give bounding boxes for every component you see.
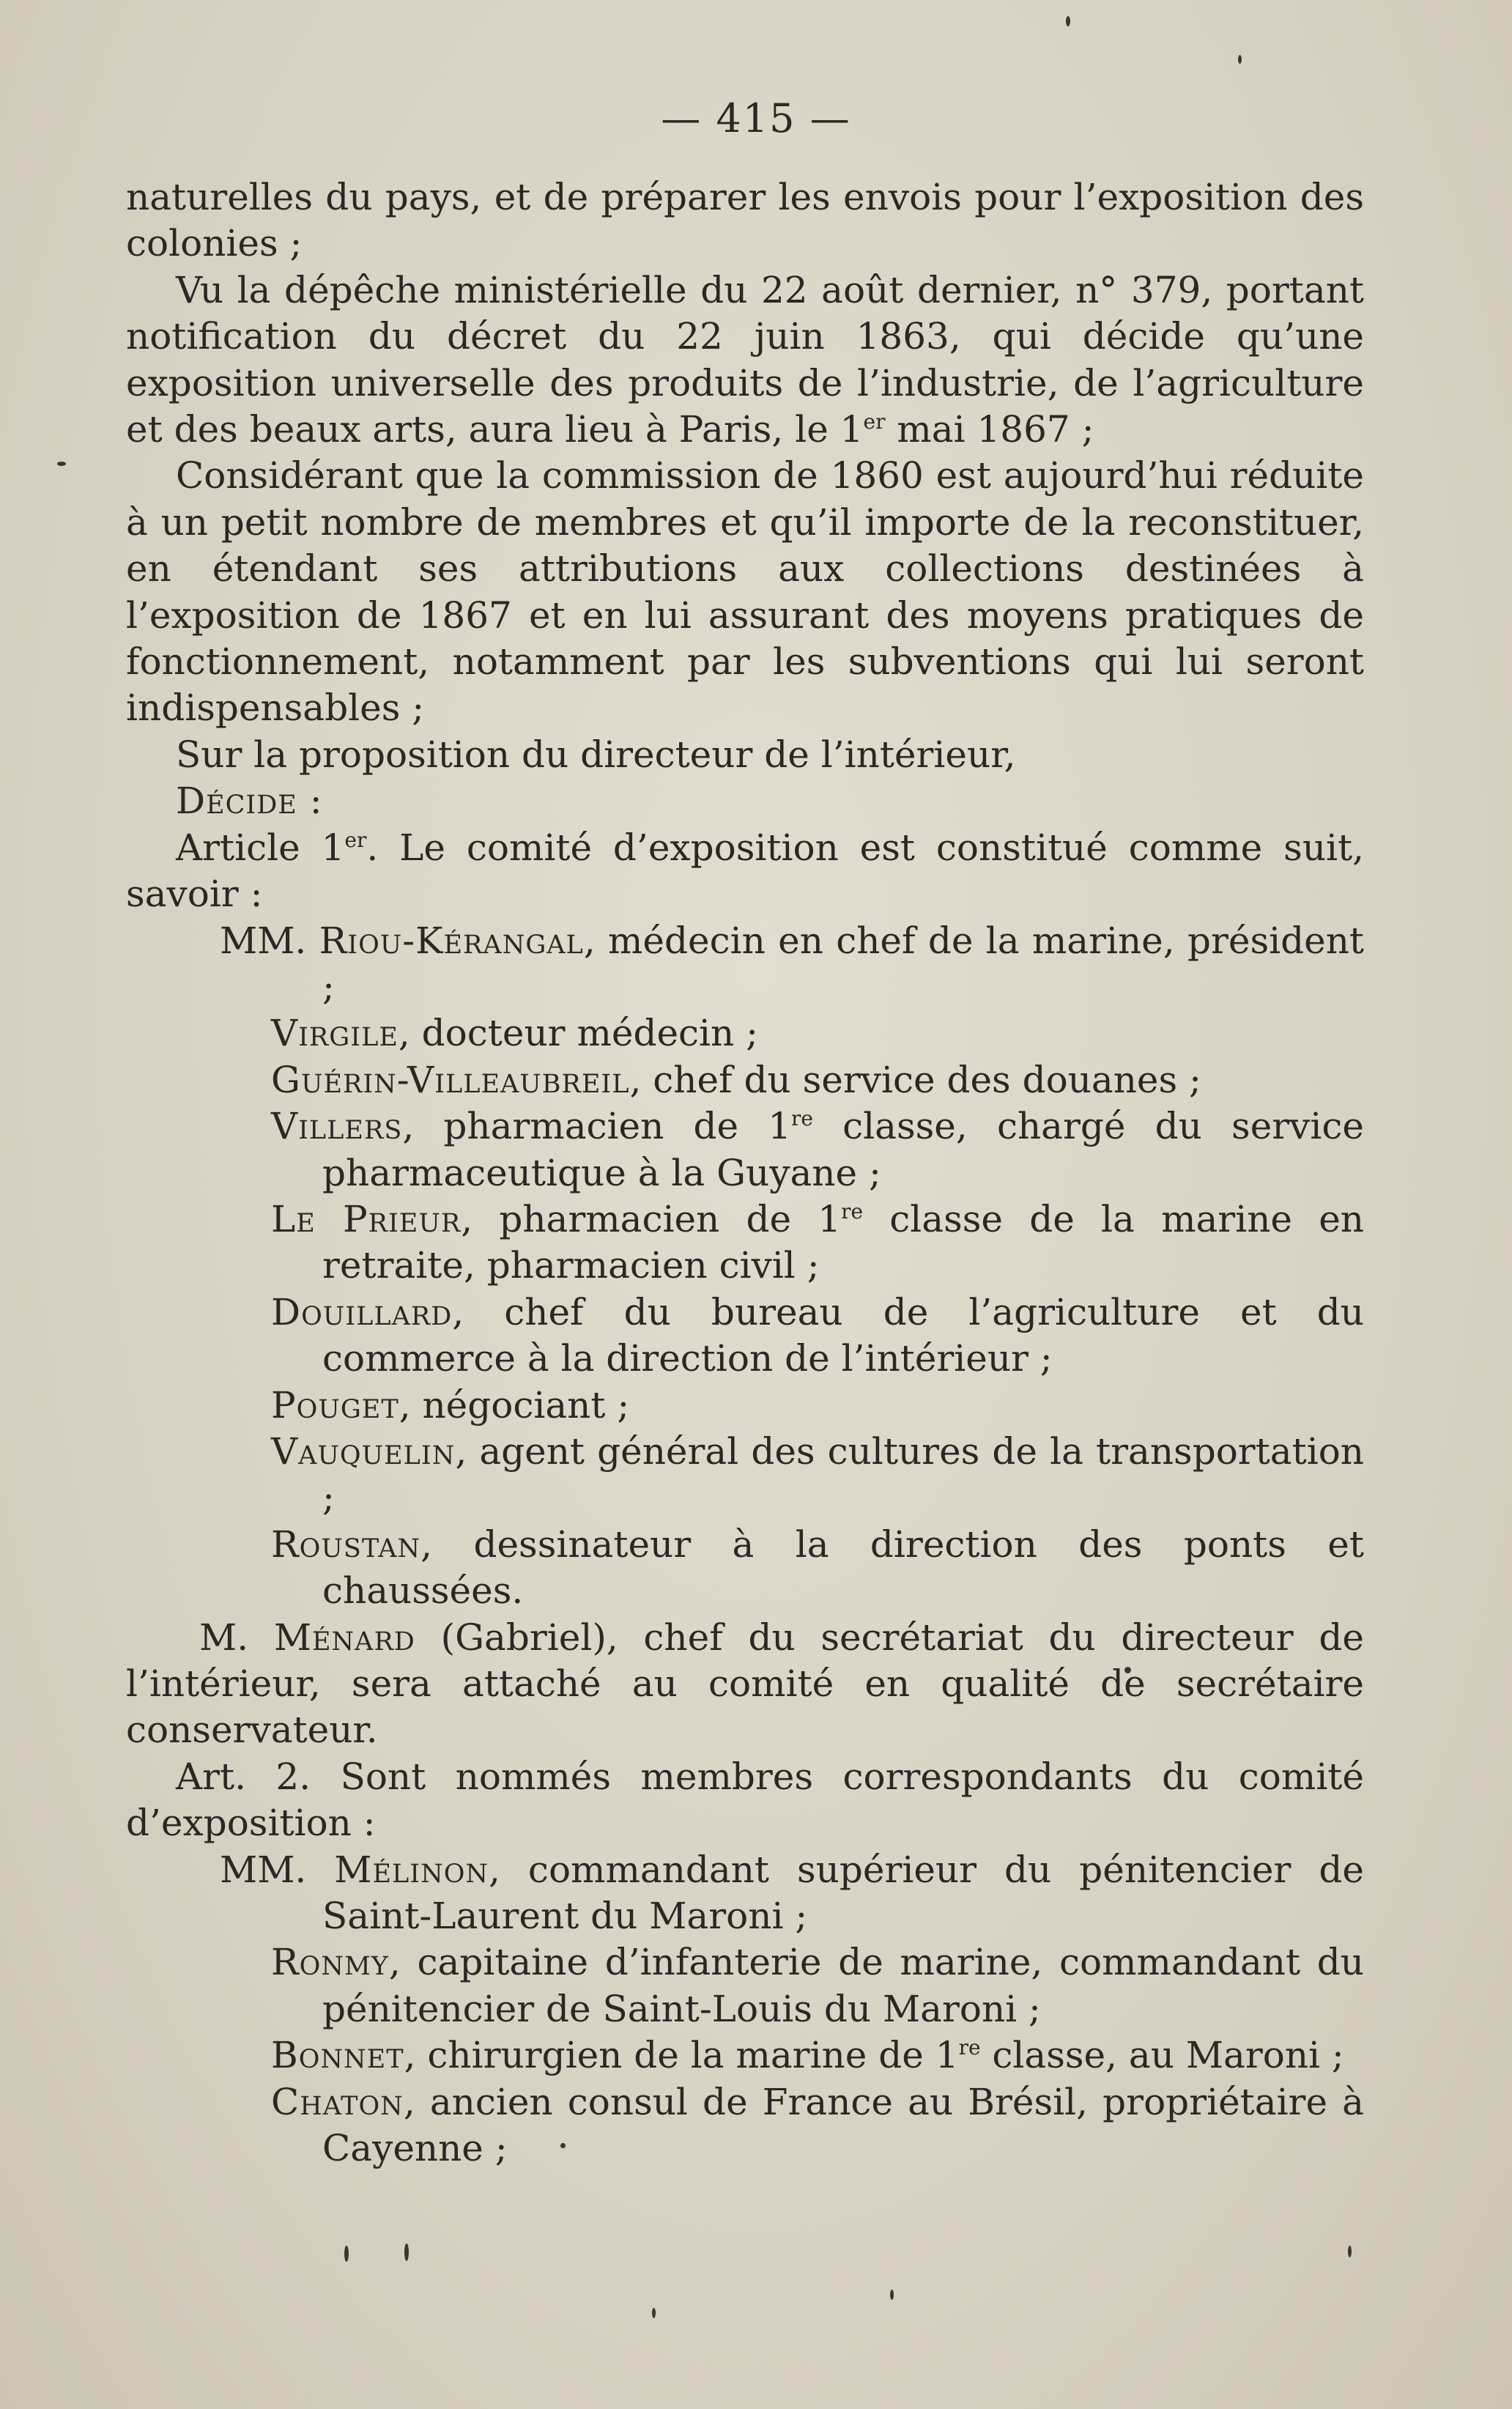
paragraph-decide: Décide : [176,780,323,823]
speck [1066,16,1070,26]
list-item [126,1196,1364,1289]
member-name: Bonnet [271,2034,404,2077]
member-name: Ménard [273,1616,415,1659]
superscript: er [863,410,886,434]
member-prefix: MM. [220,919,319,962]
member-description: , dessinateur à la direction des ponts et chaussées. [322,1522,1364,1613]
list-item [126,1939,1364,2032]
list-item [126,1057,1364,1103]
member-name: Guérin-Villeaubreil [271,1058,630,1101]
paragraph-considerant: Considérant que la commission de 1860 est aujourd’hui réduite à un petit nombre de membres et qu’il importe de la reconstituer, en étendant ses attributions aux collections destinées à l’exposition de 1867 et en lui assurant des moyens pratiques de fonctionnement, notamment par les subventions qui lui seront indispensables ; [126,454,1364,730]
member-name: Villers [271,1105,403,1148]
member-description: classe, au Maroni ; [980,2034,1344,2077]
list-item [126,1847,1364,1940]
member-description: , docteur médecin ; [398,1012,758,1055]
list-item [126,1383,1364,1429]
list-item [126,1522,1364,1615]
member-description: classe, chargé du service pharmaceutique à la Guyane ; [322,1105,1364,1194]
member-description: , chef du bureau de l’agriculture et du commerce à la direction de l’intérieur ; [322,1290,1364,1380]
member-description: , ancien consul de France au Brésil, propriétaire à Cayenne ; [322,2080,1364,2170]
text-fragment: Vu la dépêche ministérielle du 22 août dernier, n° 379, portant notification du décret du 22 juin 1863, qui décide qu’une exposition universelle des produits de l’industrie, de l’agriculture et des beaux arts, aura lieu à Paris, le 1 [126,268,1364,451]
superscript: re [791,1106,814,1131]
speck [1238,55,1242,64]
member-description: , chirurgien de la marine de 1 [404,2034,959,2077]
list-item [126,1010,1364,1057]
committee-list [126,918,1364,1615]
member-description: , médecin en chef de la marine, président ; [322,919,1364,1008]
member-name: Roustan [271,1522,421,1566]
member-name: Virgile [271,1012,399,1055]
paragraph-secretary [126,1615,1364,1754]
paragraph-article-1 [126,825,1364,918]
member-description: (Gabriel), chef du secrétariat du directeur de l’intérieur, sera attaché au comité en qualité de secrétaire conservateur. [126,1616,1365,1752]
text-fragment: Article 1 [176,826,345,869]
speck [344,2246,349,2262]
member-description: , agent général des cultures de la transportation ; [322,1429,1364,1520]
page-body [126,174,1364,2172]
page-number: — 415 — [661,95,851,141]
superscript: er [344,827,367,852]
speck [57,462,66,466]
paragraph-proposition: Sur la proposition du directeur de l’intérieur, [176,733,1016,776]
correspondents-list [126,1847,1364,2172]
member-prefix: M. [199,1616,274,1659]
superscript: re [841,1199,864,1224]
list-item [126,1429,1364,1522]
member-description: , capitaine d’infanterie de marine, commandant du pénitencier de Saint-Louis du Maroni ; [322,1941,1364,2030]
paragraph-vu [126,267,1364,454]
member-name: Chaton [271,2080,404,2123]
member-prefix: MM. [220,1848,335,1891]
member-name: Vauquelin [271,1429,456,1473]
text-fragment: . Le comité d’exposition est constitué comme suit, savoir : [126,826,1364,916]
member-name: Douillard [271,1290,453,1333]
member-name: Le Prieur [271,1197,462,1240]
list-item [126,918,1364,1011]
speck [890,2290,894,2300]
speck [404,2243,409,2261]
member-name: Ronmy [271,1941,389,1984]
member-name: Mélinon [334,1848,489,1891]
member-description: , chef du service des douanes ; [629,1058,1201,1101]
list-item [126,1103,1364,1196]
superscript: re [958,2035,981,2060]
member-description: classe de la marine en retraite, pharmacien civil ; [322,1197,1364,1287]
member-description: , commandant supérieur du pénitencier de Saint-Laurent du Maroni ; [322,1848,1364,1938]
paragraph-intro: naturelles du pays, et de préparer les envois pour l’exposition des colonies ; [126,176,1364,265]
paragraph-article-2: Art. 2. Sont nommés membres correspondants du comité d’exposition : [126,1755,1364,1845]
member-description: , pharmacien de 1 [461,1197,842,1240]
list-item [126,1289,1364,1383]
list-item [126,2079,1364,2172]
text-fragment: mai 1867 ; [885,408,1094,451]
member-description: , négociant ; [399,1383,630,1426]
list-item [126,2032,1364,2079]
member-name: Pouget [271,1383,399,1426]
speck [652,2308,656,2318]
member-description: , pharmacien de 1 [402,1105,792,1148]
speck [1348,2246,1352,2257]
member-name: Riou-Kérangal [319,919,584,962]
